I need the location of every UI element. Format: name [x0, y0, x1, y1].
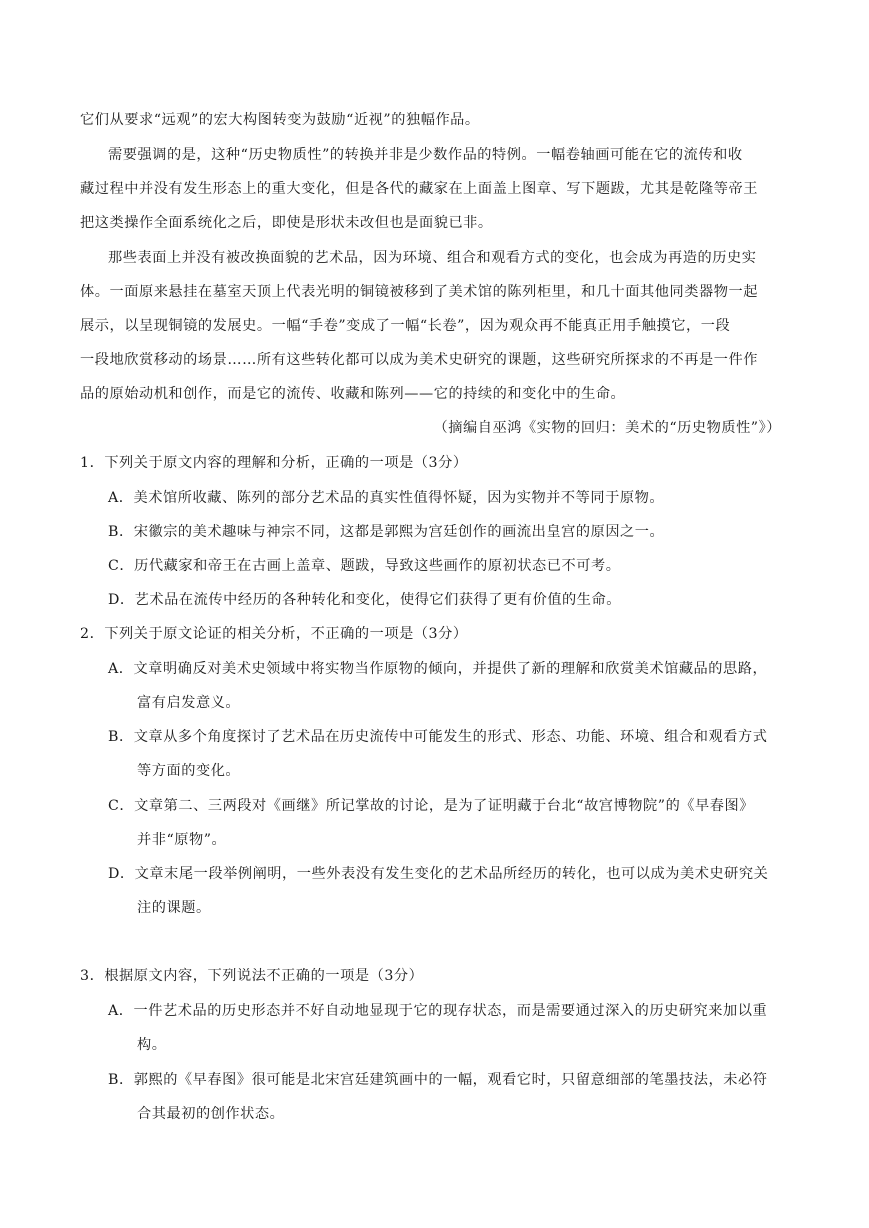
source-citation: （摘编自巫鸿《实物的回归：美术的“历史物质性”》）	[433, 420, 781, 436]
option-d-continued: 注的课题。	[137, 900, 211, 916]
passage-line: 藏过程中并没有发生形态上的重大变化，但是各代的藏家在上面盖上图章、写下题跋，尤其是乾隆等帝王	[80, 181, 758, 197]
passage-line: 体。一面原来悬挂在墓室天顶上代表光明的铜镜被移到了美术馆的陈列柜里，和几十面其他同类器物一起	[80, 284, 758, 300]
question-stem: 1．下列关于原文内容的理解和分析，正确的一项是（3分）	[80, 455, 468, 471]
option-c-continued: 并非“原物”。	[137, 832, 227, 848]
passage-line: 展示，以呈现铜镜的发展史。一幅“手卷”变成了一幅“长卷”，因为观众再不能真正用手触摸它，一段	[80, 318, 731, 334]
question-stem: 3．根据原文内容，下列说法不正确的一项是（3分）	[80, 968, 424, 984]
passage-line: 把这类操作全面系统化之后，即使是形状未改但也是面貌已非。	[80, 215, 493, 231]
option-b-continued: 合其最初的创作状态。	[137, 1106, 285, 1122]
passage-line: 需要强调的是，这种“历史物质性”的转换并非是少数作品的特例。一幅卷轴画可能在它的流传和收	[108, 147, 743, 163]
passage-line: 品的原始动机和创作，而是它的流传、收藏和陈列——它的持续的和变化中的生命。	[80, 386, 626, 402]
passage-line: 一段地欣赏移动的场景……所有这些转化都可以成为美术史研究的课题，这些研究所探求的不再是一件作	[80, 352, 758, 368]
option-b: B．宋徽宗的美术趣味与神宗不同，这都是郭熙为宫廷创作的画流出皇宫的原因之一。	[108, 524, 665, 540]
option-a: A．文章明确反对美术史领域中将实物当作原物的倾向，并提供了新的理解和欣赏美术馆藏品的思路，	[108, 661, 768, 677]
option-a-continued: 构。	[137, 1037, 167, 1053]
passage-line: 那些表面上并没有被改换面貌的艺术品，因为环境、组合和观看方式的变化，也会成为再造的历史实	[108, 250, 757, 266]
option-b: B．文章从多个角度探讨了艺术品在历史流传中可能发生的形式、形态、功能、环境、组合和观看方式	[108, 729, 768, 745]
option-a: A．一件艺术品的历史形态并不好自动地显现于它的现存状态，而是需要通过深入的历史研究来加以重	[108, 1003, 768, 1019]
option-a: A．美术馆所收藏、陈列的部分艺术品的真实性值得怀疑，因为实物并不等同于原物。	[108, 490, 665, 506]
option-b-continued: 等方面的变化。	[137, 763, 241, 779]
option-d: D．文章末尾一段举例阐明，一些外表没有发生变化的艺术品所经历的转化，也可以成为美术史研究关	[108, 866, 769, 882]
passage-line: 它们从要求“远观”的宏大构图转变为鼓励“近视”的独幅作品。	[80, 112, 480, 128]
question-stem: 2．下列关于原文论证的相关分析，不正确的一项是（3分）	[80, 626, 468, 642]
option-c: C．文章第二、三两段对《画继》所记掌故的讨论，是为了证明藏于台北“故宫博物院”的《早春图》	[108, 798, 754, 814]
option-c: C．历代藏家和帝王在古画上盖章、题跋，导致这些画作的原初状态已不可考。	[108, 558, 621, 574]
option-d: D．艺术品在流传中经历的各种转化和变化，使得它们获得了更有价值的生命。	[108, 592, 622, 608]
option-a-continued: 富有启发意义。	[137, 695, 241, 711]
option-b: B．郭熙的《早春图》很可能是北宋宫廷建筑画中的一幅，观看它时，只留意细部的笔墨技法，未必符	[108, 1072, 768, 1088]
